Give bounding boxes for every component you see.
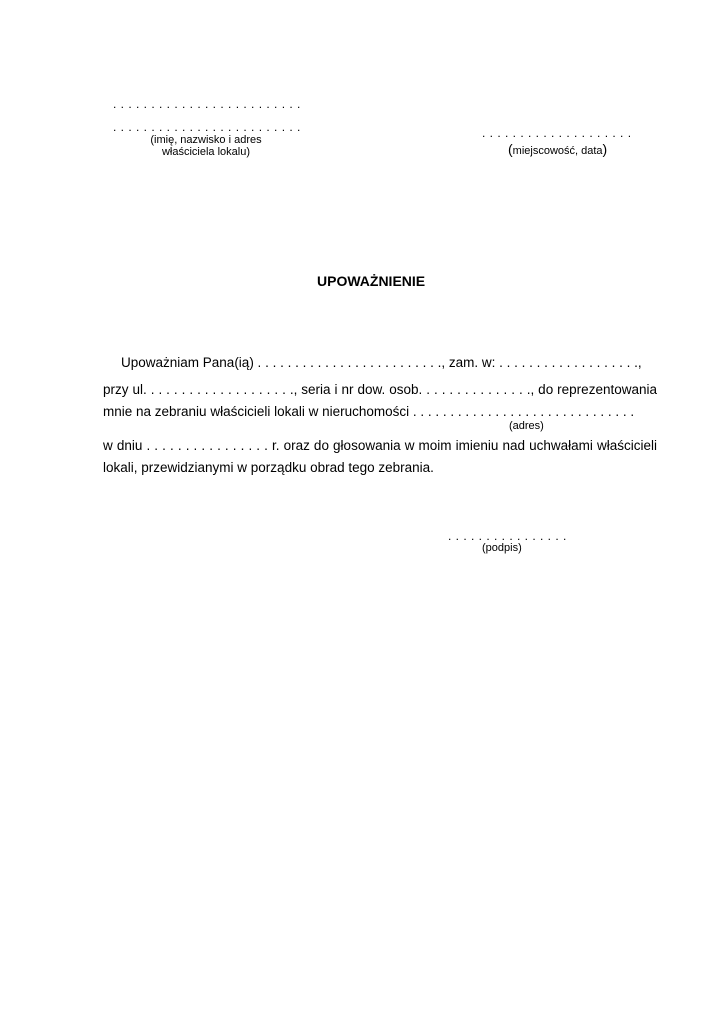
body-line-4: w dniu . . . . . . . . . . . . . . . . r. oraz do głosowania w moim imieniu nad uchwałami właścicieli (103, 438, 657, 453)
signature-dots: . . . . . . . . . . . . . . . . (448, 529, 567, 543)
caption-paren-open: ( (508, 141, 513, 157)
body-line-3: mnie na zebraniu właścicieli lokali w nieruchomości . . . . . . . . . . . . . . . . . . . . . . . . . . . . . . (103, 404, 635, 419)
body-line-1: Upoważniam Pana(ią) . . . . . . . . . . . . . . . . . . . . . . . . ., zam. w: . . . . . . . . . . . . . . . . . . ., (121, 355, 642, 370)
place-date-dots: . . . . . . . . . . . . . . . . . . . . (482, 126, 632, 140)
owner-caption-line-2: właściciela lokalu) (161, 146, 251, 158)
owner-dots-line-1: . . . . . . . . . . . . . . . . . . . . . . . . . (113, 97, 301, 111)
place-date-caption-text: miejscowość, data (512, 145, 603, 157)
signature-caption: (podpis) (482, 542, 522, 554)
body-line-2: przy ul. . . . . . . . . . . . . . . . . . . ., seria i nr dow. osob. . . . . . . . . . . . . . ., do reprezentowania (103, 382, 657, 397)
address-caption: (adres) (509, 420, 544, 432)
owner-dots-line-2: . . . . . . . . . . . . . . . . . . . . . . . . . (113, 120, 301, 134)
document-title: UPOWAŻNIENIE (317, 273, 426, 289)
body-line-5: lokali, przewidzianymi w porządku obrad tego zebrania. (103, 460, 434, 475)
owner-caption-line-1: (imię, nazwisko i adres (150, 134, 262, 146)
place-date-caption (508, 141, 607, 159)
caption-paren-close: ) (602, 141, 608, 157)
owner-caption (113, 134, 299, 158)
